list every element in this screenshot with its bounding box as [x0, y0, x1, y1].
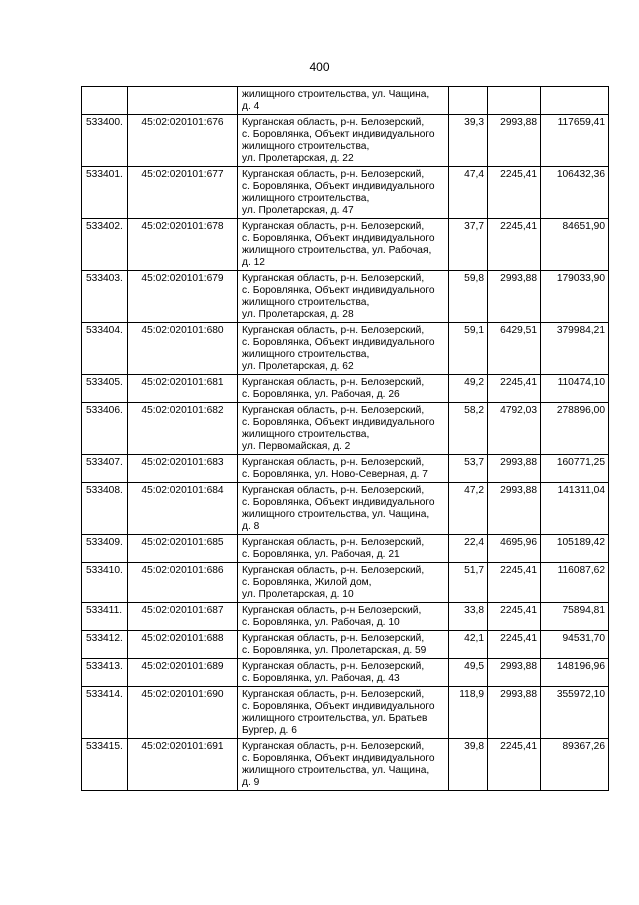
- rate-value: 4792,03: [488, 403, 541, 455]
- cost-value: 355972,10: [541, 687, 609, 739]
- table-row: [82, 219, 609, 271]
- cost-value: 116087,62: [541, 563, 609, 603]
- area-value: 39,8: [449, 739, 488, 791]
- property-table: [81, 86, 609, 791]
- address-line: с. Боровлянка, Объект индивидуального: [242, 129, 435, 140]
- area-value: 59,1: [449, 323, 488, 375]
- address: [238, 115, 449, 167]
- address: [238, 563, 449, 603]
- area-value: 47,2: [449, 483, 488, 535]
- address-line: с. Боровлянка, Объект индивидуального: [242, 233, 435, 244]
- address: [238, 323, 449, 375]
- cost-value: 75894,81: [541, 603, 609, 631]
- row-number: 533405.: [82, 375, 128, 403]
- area-value: 42,1: [449, 631, 488, 659]
- address-line: ул. Пролетарская, д. 62: [242, 361, 354, 372]
- cost-value: 105189,42: [541, 535, 609, 563]
- table-row: [82, 403, 609, 455]
- cadastral-number: 45:02:020101:682: [128, 403, 238, 455]
- address-line: жилищного строительства,: [242, 141, 370, 152]
- table-row: [82, 323, 609, 375]
- cost-value: 106432,36: [541, 167, 609, 219]
- row-number: 533415.: [82, 739, 128, 791]
- address-line: с. Боровлянка, ул. Рабочая, д. 10: [242, 617, 400, 628]
- cadastral-number: 45:02:020101:683: [128, 455, 238, 483]
- row-number: 533410.: [82, 563, 128, 603]
- cadastral-number: 45:02:020101:685: [128, 535, 238, 563]
- address-line: жилищного строительства,: [242, 193, 370, 204]
- cost-value: 110474,10: [541, 375, 609, 403]
- cadastral-number: 45:02:020101:684: [128, 483, 238, 535]
- row-number: 533412.: [82, 631, 128, 659]
- row-number: 533400.: [82, 115, 128, 167]
- address-line: Курганская область, р-н. Белозерский,: [242, 661, 425, 672]
- row-number: 533403.: [82, 271, 128, 323]
- address-line: с. Боровлянка, Объект индивидуального: [242, 285, 435, 296]
- address: [238, 403, 449, 455]
- address-line: с. Боровлянка, ул. Рабочая, д. 26: [242, 389, 400, 400]
- table-row: [82, 739, 609, 791]
- area-value: 59,8: [449, 271, 488, 323]
- address-line: жилищного строительства, ул. Братьев: [242, 713, 428, 724]
- address: [238, 659, 449, 687]
- table-row: [82, 483, 609, 535]
- cost-value: 117659,41: [541, 115, 609, 167]
- row-number: 533413.: [82, 659, 128, 687]
- address-line: Бургер, д. 6: [242, 725, 297, 736]
- address-line: Курганская область, р-н. Белозерский,: [242, 537, 425, 548]
- table-row: [82, 631, 609, 659]
- rate-value: 2245,41: [488, 167, 541, 219]
- rate-value: 2245,41: [488, 739, 541, 791]
- address-line: ул. Пролетарская, д. 22: [242, 153, 354, 164]
- area-value: 49,5: [449, 659, 488, 687]
- address: [238, 219, 449, 271]
- address-line: д. 4: [242, 101, 260, 112]
- address-line: с. Боровлянка, ул. Пролетарская, д. 59: [242, 645, 427, 656]
- address-line: с. Боровлянка, Объект индивидуального: [242, 701, 435, 712]
- address: [238, 87, 449, 115]
- area-value: 47,4: [449, 167, 488, 219]
- row-number: 533409.: [82, 535, 128, 563]
- cost-value: 84651,90: [541, 219, 609, 271]
- row-number: 533401.: [82, 167, 128, 219]
- address-line: Курганская область, р-н. Белозерский,: [242, 689, 425, 700]
- address-line: жилищного строительства, ул. Рабочая,: [242, 245, 432, 256]
- address-line: ул. Пролетарская, д. 10: [242, 589, 354, 600]
- rate-value: 2245,41: [488, 219, 541, 271]
- address-line: д. 12: [242, 257, 265, 268]
- cadastral-number: 45:02:020101:687: [128, 603, 238, 631]
- row-number: 533411.: [82, 603, 128, 631]
- address: [238, 271, 449, 323]
- row-number: 533402.: [82, 219, 128, 271]
- address-line: с. Боровлянка, Объект индивидуального: [242, 337, 435, 348]
- address: [238, 167, 449, 219]
- address-line: Курганская область, р-н. Белозерский,: [242, 633, 425, 644]
- address-line: с. Боровлянка, Жилой дом,: [242, 577, 372, 588]
- address-line: жилищного строительства, ул. Чащина,: [242, 509, 430, 520]
- rate-value: 4695,96: [488, 535, 541, 563]
- table-row: [82, 535, 609, 563]
- cadastral-number: 45:02:020101:677: [128, 167, 238, 219]
- address-line: жилищного строительства,: [242, 349, 370, 360]
- row-number: 533414.: [82, 687, 128, 739]
- table-row: [82, 87, 609, 115]
- cadastral-number: 45:02:020101:691: [128, 739, 238, 791]
- table-row: [82, 563, 609, 603]
- cadastral-number: [128, 87, 238, 115]
- address-line: с. Боровлянка, Объект индивидуального: [242, 497, 435, 508]
- rate-value: 2993,88: [488, 659, 541, 687]
- rate-value: 2245,41: [488, 563, 541, 603]
- table-row: [82, 455, 609, 483]
- rate-value: 2245,41: [488, 631, 541, 659]
- cadastral-number: 45:02:020101:678: [128, 219, 238, 271]
- area-value: [449, 87, 488, 115]
- rate-value: 6429,51: [488, 323, 541, 375]
- table-row: [82, 603, 609, 631]
- address-line: с. Боровлянка, ул. Ново-Северная, д. 7: [242, 469, 428, 480]
- cost-value: [541, 87, 609, 115]
- address-line: Курганская область, р-н. Белозерский,: [242, 457, 425, 468]
- address: [238, 455, 449, 483]
- row-number: 533404.: [82, 323, 128, 375]
- table-body: [82, 87, 609, 791]
- rate-value: 2993,88: [488, 687, 541, 739]
- cost-value: 379984,21: [541, 323, 609, 375]
- address-line: д. 9: [242, 777, 260, 788]
- address-line: Курганская область, р-н. Белозерский,: [242, 169, 425, 180]
- cost-value: 278896,00: [541, 403, 609, 455]
- address-line: Курганская область, р-н. Белозерский,: [242, 221, 425, 232]
- row-number: 533406.: [82, 403, 128, 455]
- address: [238, 687, 449, 739]
- address-line: Курганская область, р-н. Белозерский,: [242, 405, 425, 416]
- rate-value: 2245,41: [488, 375, 541, 403]
- cadastral-number: 45:02:020101:689: [128, 659, 238, 687]
- area-value: 58,2: [449, 403, 488, 455]
- table-row: [82, 271, 609, 323]
- area-value: 51,7: [449, 563, 488, 603]
- area-value: 118,9: [449, 687, 488, 739]
- rate-value: 2993,88: [488, 455, 541, 483]
- area-value: 49,2: [449, 375, 488, 403]
- row-number: 533408.: [82, 483, 128, 535]
- address-line: жилищного строительства,: [242, 429, 370, 440]
- address: [238, 535, 449, 563]
- cost-value: 89367,26: [541, 739, 609, 791]
- cadastral-number: 45:02:020101:688: [128, 631, 238, 659]
- address-line: жилищного строительства,: [242, 297, 370, 308]
- row-number: [82, 87, 128, 115]
- address-line: жилищного строительства, ул. Чащина,: [242, 765, 430, 776]
- cost-value: 148196,96: [541, 659, 609, 687]
- address-line: Курганская область, р-н. Белозерский,: [242, 565, 425, 576]
- address-line: Курганская область, р-н. Белозерский,: [242, 117, 425, 128]
- rate-value: 2993,88: [488, 271, 541, 323]
- cadastral-number: 45:02:020101:680: [128, 323, 238, 375]
- table-row: [82, 659, 609, 687]
- address: [238, 739, 449, 791]
- table-row: [82, 375, 609, 403]
- table-row: [82, 167, 609, 219]
- cadastral-number: 45:02:020101:686: [128, 563, 238, 603]
- area-value: 22,4: [449, 535, 488, 563]
- rate-value: 2993,88: [488, 483, 541, 535]
- table-row: [82, 115, 609, 167]
- area-value: 53,7: [449, 455, 488, 483]
- cadastral-number: 45:02:020101:690: [128, 687, 238, 739]
- table-row: [82, 687, 609, 739]
- address-line: жилищного строительства, ул. Чащина,: [242, 89, 430, 100]
- address-line: с. Боровлянка, Объект индивидуального: [242, 417, 435, 428]
- address: [238, 375, 449, 403]
- address-line: Курганская область, р-н. Белозерский,: [242, 273, 425, 284]
- address-line: с. Боровлянка, Объект индивидуального: [242, 753, 435, 764]
- address-line: с. Боровлянка, ул. Рабочая, д. 21: [242, 549, 400, 560]
- address-line: Курганская область, р-н. Белозерский,: [242, 377, 425, 388]
- cost-value: 179033,90: [541, 271, 609, 323]
- address-line: с. Боровлянка, ул. Рабочая, д. 43: [242, 673, 400, 684]
- address-line: Курганская область, р-н. Белозерский,: [242, 325, 425, 336]
- area-value: 39,3: [449, 115, 488, 167]
- row-number: 533407.: [82, 455, 128, 483]
- area-value: 37,7: [449, 219, 488, 271]
- address-line: с. Боровлянка, Объект индивидуального: [242, 181, 435, 192]
- area-value: 33,8: [449, 603, 488, 631]
- cadastral-number: 45:02:020101:676: [128, 115, 238, 167]
- cost-value: 141311,04: [541, 483, 609, 535]
- page-number: 400: [309, 60, 330, 74]
- cadastral-number: 45:02:020101:679: [128, 271, 238, 323]
- address: [238, 483, 449, 535]
- rate-value: 2245,41: [488, 603, 541, 631]
- address: [238, 603, 449, 631]
- cadastral-number: 45:02:020101:681: [128, 375, 238, 403]
- address-line: Курганская область, р-н. Белозерский,: [242, 485, 425, 496]
- cost-value: 160771,25: [541, 455, 609, 483]
- address-line: ул. Пролетарская, д. 47: [242, 205, 354, 216]
- address: [238, 631, 449, 659]
- cost-value: 94531,70: [541, 631, 609, 659]
- address-line: Курганская область, р-н. Белозерский,: [242, 741, 425, 752]
- rate-value: [488, 87, 541, 115]
- address-line: д. 8: [242, 521, 260, 532]
- address-line: Курганская область, р-н Белозерский,: [242, 605, 422, 616]
- address-line: ул. Первомайская, д. 2: [242, 441, 351, 452]
- rate-value: 2993,88: [488, 115, 541, 167]
- address-line: ул. Пролетарская, д. 28: [242, 309, 354, 320]
